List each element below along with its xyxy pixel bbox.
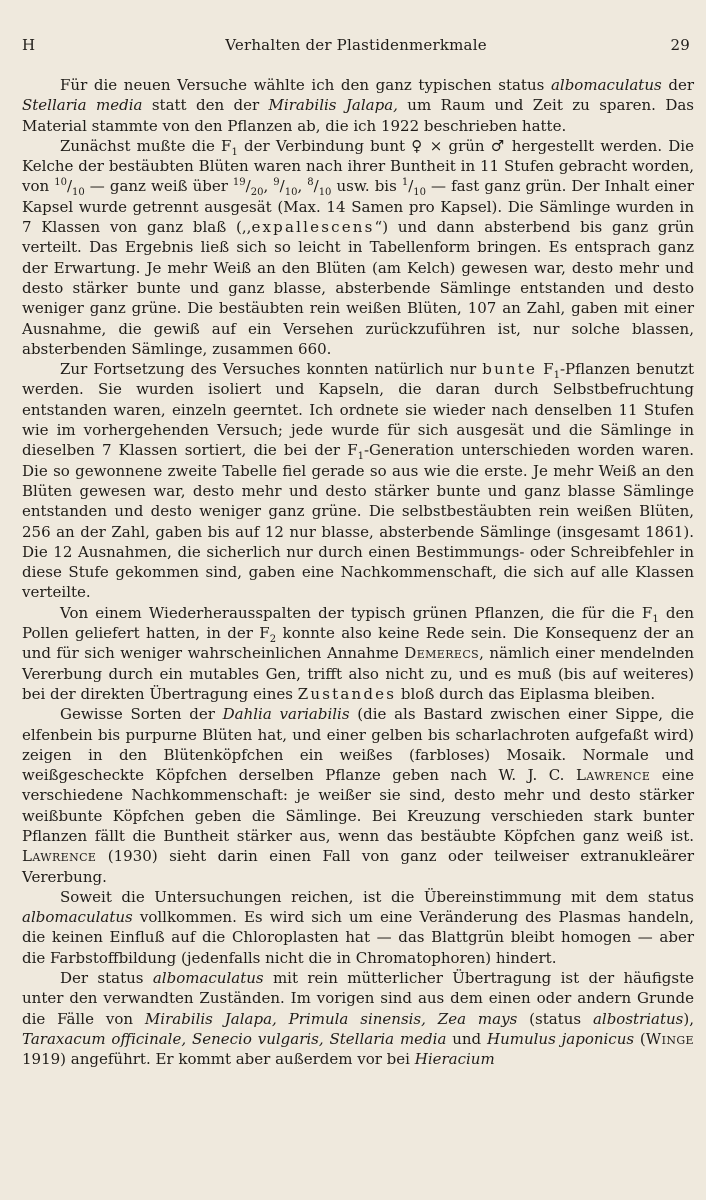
page-number: 29 bbox=[670, 36, 690, 54]
section-letter: H bbox=[22, 36, 36, 54]
paragraph-6: Soweit die Untersuchungen reichen, ist die Übereinstimmung mit dem status albomaculatus vollkommen. Es wird sich um eine Veränderung des Plasmas handeln, die keinen Einfluß auf die Chloroplasten hat — das Blattgrün bleibt homogen — aber die Farbstoffbildung (jedenfalls nicht die in Chromatophoren) hindert. bbox=[22, 887, 694, 967]
paragraph-5: Gewisse Sorten der Dahlia variabilis (die als Bastard zwischen einer Sippe, die elfenbein bis purpurne Blüten hat, und einer gelben bis scharlachroten aufgefaßt wird) zeigen in den Blütenköpfchen ein weißes (farbloses) Mosaik. Normale und weißgescheckte Köpfchen derselben Pflanze geben nach W. J. C. Lawrence eine verschiedene Nachkommenschaft: je weißer sie sind, desto mehr und desto stärker weißbunte Köpfchen geben die Sämlinge. Bei Kreuzung verschieden stark bunter Pflanzen fällt die Buntheit stärker aus, wenn das bestäubte Köpfchen ganz weiß ist. Lawrence (1930) sieht darin einen Fall von ganz oder teilweiser extranukleärer Vererbung. bbox=[22, 705, 695, 886]
paragraph-7: Der status albomaculatus mit rein mütterlicher Übertragung ist der häufigste unter den verwandten Zuständen. Im vorigen sind aus dem einen oder andern Grunde die Fälle von Mirabilis Jalapa, Primula sinensis, Zea mays (status albostriatus), Taraxacum officinale, Senecio vulgaris, Stellaria media und Humulus japonicus (Winge 1919) angeführt. Er kommt aber außerdem vor bei Hieracium bbox=[22, 969, 694, 1069]
paragraph-3: Zur Fortsetzung des Versuches konnten natürlich nur bunte $F_1$-Pflanzen benutzt werden. Sie wurden isoliert und Kapseln, die daran durch Selbstbefruchtung entstanden waren, einzeln geerntet. Ich ordnete sie wieder nach denselben 11 Stufen wie im vorhergehenden Versuch; jede wurde für sich ausgesät und die Sämlinge in dieselben 7 Klassen sortiert, die bei der $F_1$-Generation unterschieden worden waren. Die so gewonnene zweite Tabelle fiel gerade so aus wie die erste. Je mehr Weiß an den Blüten gewesen war, desto mehr und desto stärker bunte und ganz blasse Sämlinge entstanden und desto weniger ganz grüne. Die selbstbestäubten rein weißen Blüten, 256 an der Zahl, gaben bis auf 12 nur blasse, absterbende Sämlinge (insgesamt 1861). Die 12 Ausnahmen, die sicherlich nur durch einen Bestimmungs- oder Schreibfehler in diese Stufe gekommen sind, gaben eine Nachkommenschaft, die sich auf alle Klassen verteilte. bbox=[22, 360, 695, 602]
body-text bbox=[22, 75, 694, 1070]
paragraph-4: Von einem Wiederherausspalten der typisch grünen Pflanzen, die für die $F_1$ den Pollen geliefert hatten, in der $F_2$ konnte also keine Rede sein. Die Konsequenz der an und für sich weniger wahrscheinlichen Annahme Demerecs, nämlich einer mendelnden Vererbung durch ein mutables Gen, trifft also nicht zu, und es muß (bis auf weiteres) bei der direkten Übertragung eines Zustandes bloß durch das Eiplasma bleiben. bbox=[22, 603, 694, 703]
paragraph-2: Zunächst mußte die $F_1$ der Verbindung bunt ♀ × grün ♂ hergestellt werden. Die Kelche der bestäubten Blüten waren nach ihrer Buntheit in 11 Stufen gebracht worden, von $^{10}/_{10}$ — ganz weiß über $^{19}/_{20}$, $^9/_{10}$, $^8/_{10}$ usw. bis $^1/_{10}$ — fast ganz grün. Der Inhalt einer Kapsel wurde getrennt ausgesät (Max. 14 Samen pro Kapsel). Die Sämlinge wurden in 7 Klassen von ganz blaß (,,expallescens“) und dann absterbend bis ganz grün verteilt. Das Ergebnis ließ sich so leicht in Tabellenform bringen. Es entsprach ganz der Erwartung. Je mehr Weiß an den Blüten (am Kelch) gewesen war, desto mehr und desto stärker bunte und ganz blasse, absterbende Sämlinge entstanden und desto weniger ganz grüne. Die bestäubten rein weißen Blüten, 107 an Zahl, gaben mit einer Ausnahme, die gewiß auf ein Versehen zurückzuführen ist, nur solche blassen, absterbenden Sämlinge, zusammen 660. bbox=[22, 136, 694, 358]
running-title: Verhalten der Plastidenmerkmale bbox=[225, 36, 487, 54]
paragraph-1: Für die neuen Versuche wählte ich den ganz typischen status albomaculatus der Stellaria media statt den der Mirabilis Jalapa, um Raum und Zeit zu sparen. Das Material stammte von den Pflanzen ab, die ich 1922 beschrieben hatte. bbox=[22, 76, 694, 135]
running-header bbox=[22, 36, 690, 58]
